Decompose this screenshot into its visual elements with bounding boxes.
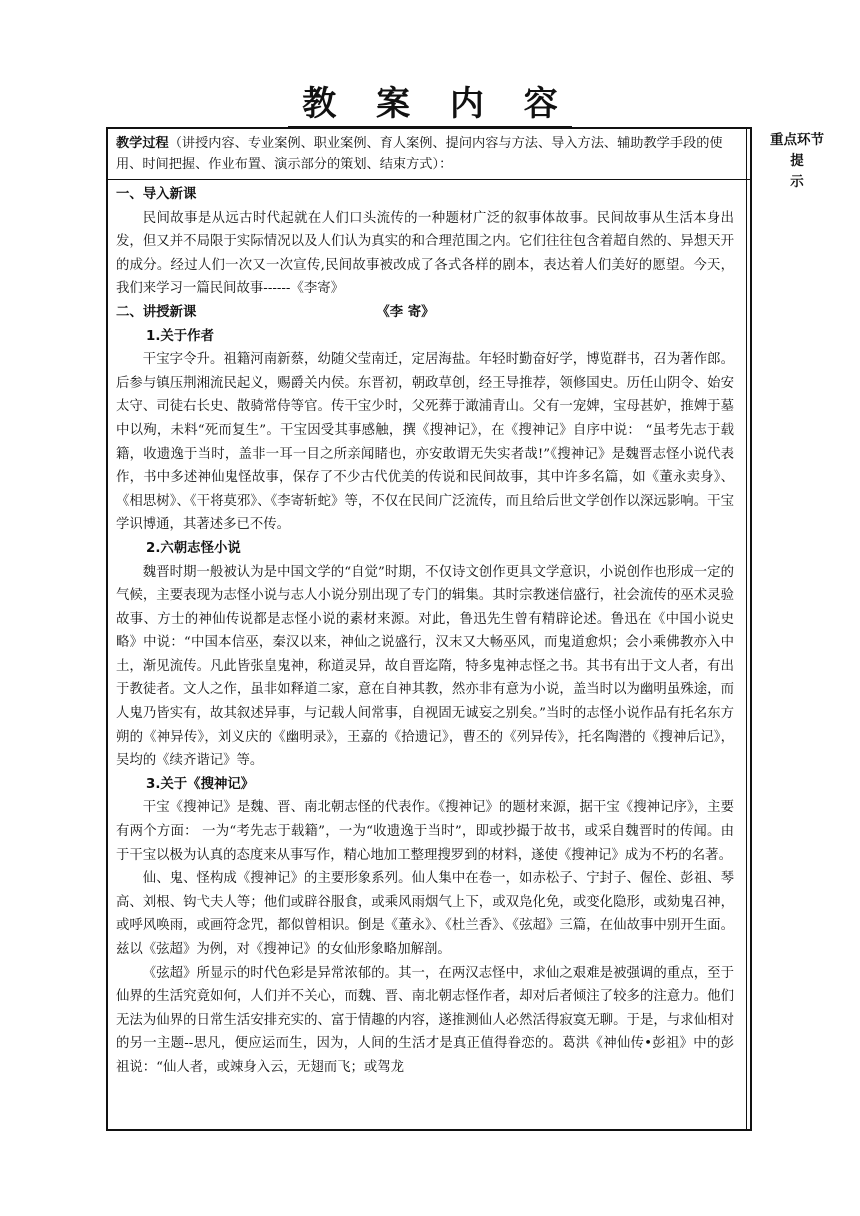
lesson-content [116, 183, 734, 1080]
subheading-author: 1.关于作者 [146, 328, 214, 344]
paragraph-soushenji-3: 《弦超》所显示的时代色彩是异常浓郁的。其一，在两汉志怪中，求仙之艰难是被强调的重点，至于仙界的生活究竟如何，人们并不关心，而魏、晋、南北朝志怪作者，却对后者倾注了较多的注意力。他们无法为仙界的日常生活安排充实的、富于情趣的内容，遂推测仙人必然活得寂寞无聊。于是，与求仙相对的另一主题--思凡，便应运而生，因为，人间的生活才是真正值得眷恋的。葛洪《神仙传•彭祖》中的彭祖说：“仙人者，或竦身入云，无翅而飞；或驾龙 [116, 965, 734, 1075]
paragraph-soushenji-1: 干宝《搜神记》是魏、晋、南北朝志怪的代表作。《搜神记》的题材来源，据干宝《搜神记序》，主要有两个方面： 一为“考先志于载籍”，一为“收遗逸于当时”，即或抄撮于故书，或采自魏晋时的传闻。由于干宝以极为认真的态度来从事写作，精心地加工整理搜罗到的材料，遂使《搜神记》成为不朽的名著。 [116, 800, 734, 863]
page-title: 教 案 内 容 [0, 76, 860, 125]
paragraph-author: 干宝字令升。祖籍河南新蔡，幼随父莹南迁，定居海盐。年轻时勤奋好学，博览群书，召为著作郎。后参与镇压荆湘流民起义，赐爵关内侯。东晋初，朝政草创，经王导推荐，领修国史。历任山阴令、始安太守、司徒右长史、散骑常侍等官。传干宝少时，父死葬于澉浦青山。父有一宠婢，宝母甚妒，推婢于墓中以殉，未料“死而复生”。干宝因受其事感触，撰《搜神记》，在《搜神记》自序中说： “虽考先志于载籍，收遗逸于当时，盖非一耳一目之所亲闻睹也，亦安敢谓无失实者哉!”《搜神记》是魏晋志怪小说代表作，书中多述神仙鬼怪故事，保存了不少古代优美的传说和民间故事，其中许多名篇，如《董永卖身》、《相思树》、《干将莫邪》、《李寄斩蛇》等，不仅在民间广泛流传，而且给后世文学创作以深远影响。干宝学识博通，其著述多已不传。 [116, 352, 734, 533]
paragraph-soushenji-2: 仙、鬼、怪构成《搜神记》的主要形象系列。仙人集中在卷一，如赤松子、宁封子、偓佺、彭祖、琴高、刘根、钩弋夫人等；他们或辟谷服食，或乘风雨烟气上下，或双凫化免，或变化隐形，或劾鬼召神，或呼风唤雨，或画符念咒，都似曾相识。倒是《董永》、《杜兰香》、《弦超》三篇，在仙故事中别开生面。兹以《弦超》为例，对《搜神记》的女仙形象略加解剖。 [116, 871, 734, 957]
key-points-header [746, 130, 848, 190]
section-heading-new-lesson-row [116, 301, 734, 325]
table-header-row [108, 129, 750, 180]
teaching-process-label: 教学过程 [116, 136, 169, 151]
teaching-process-description: （讲授内容、专业案例、职业案例、育人案例、提问内容与方法、导入方法、辅助教学手段的使用、时间把握、作业布置、演示部分的策划、结束方式）： [116, 136, 723, 172]
lesson-title: 《李 寄》 [376, 304, 435, 320]
section-heading-intro: 一、导入新课 [116, 187, 197, 202]
paragraph-intro: 民间故事是从远古时代起就在人们口头流传的一种题材广泛的叙事体故事。民间故事从生活本身出发，但又并不局限于实际情况以及人们认为真实的和合理范围之内。它们往往包含着超自然的、异想天开的成分。经过人们一次又一次宣传,民间故事被改成了各式各样的剧本，表达着人们美好的愿望。今天，我们来学习一篇民间故事------《李寄》 [116, 210, 734, 297]
paragraph-six-dynasties: 魏晋时期一般被认为是中国文学的“自觉”时期，不仅诗文创作更具文学意识，小说创作也形成一定的气候，主要表现为志怪小说与志人小说分别出现了专门的辑集。其时宗教迷信盛行，社会流传的巫术灵验故事、方士的神仙传说都是志怪小说的素材来源。对此，鲁迅先生曾有精辟论述。鲁迅在《中国小说史略》中说：“中国本信巫，秦汉以来，神仙之说盛行，汉末又大畅巫风，而鬼道愈炽；会小乘佛教亦入中土，渐见流传。凡此皆张皇鬼神，称道灵异，故自晋迄隋，特多鬼神志怪之书。其书有出于文人者，有出于教徒者。文人之作，虽非如释道二家，意在自神其教，然亦非有意为小说，盖当时以为幽明虽殊途，而人鬼乃皆实有，故其叙述异事，与记载人间常事，自视固无诚妄之别矣。”当时的志怪小说作品有托名东方朔的《神异传》，刘义庆的《幽明录》，王嘉的《拾遗记》，曹丕的《列异传》，托名陶潜的《搜神后记》，吴均的《续齐谐记》等。 [116, 564, 734, 769]
teaching-process-header [116, 133, 742, 175]
column-divider [746, 129, 747, 1129]
section-heading-new-lesson: 二、讲授新课 [116, 304, 197, 320]
key-points-label-line2: 提示 [790, 153, 840, 190]
lesson-table [106, 127, 752, 1131]
subheading-soushenji: 3.关于《搜神记》 [146, 776, 255, 792]
subheading-six-dynasties: 2.六朝志怪小说 [146, 540, 241, 556]
key-points-label-line1: 重点环节 [770, 132, 824, 148]
